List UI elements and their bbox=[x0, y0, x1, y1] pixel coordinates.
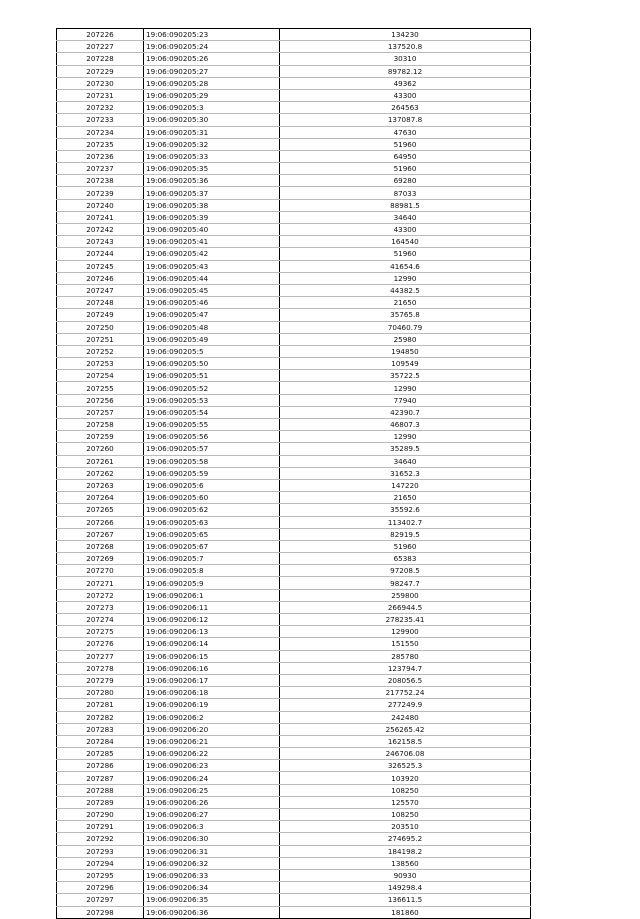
record-id-cell: 207233 bbox=[57, 114, 144, 126]
amount-cell: 34640 bbox=[280, 455, 531, 467]
table-row bbox=[57, 175, 531, 187]
table-row bbox=[57, 358, 531, 370]
record-id-cell: 207247 bbox=[57, 284, 144, 296]
table-row bbox=[57, 333, 531, 345]
table-row bbox=[57, 699, 531, 711]
timestamp-cell: 19:06:090205:9 bbox=[144, 577, 280, 589]
record-id-cell: 207231 bbox=[57, 89, 144, 101]
amount-cell: 149298.4 bbox=[280, 882, 531, 894]
table-row bbox=[57, 784, 531, 796]
timestamp-cell: 19:06:090206:34 bbox=[144, 882, 280, 894]
amount-cell: 35289.5 bbox=[280, 443, 531, 455]
amount-cell: 51960 bbox=[280, 163, 531, 175]
timestamp-cell: 19:06:090206:1 bbox=[144, 589, 280, 601]
timestamp-cell: 19:06:090206:25 bbox=[144, 784, 280, 796]
amount-cell: 90930 bbox=[280, 869, 531, 881]
timestamp-cell: 19:06:090205:54 bbox=[144, 406, 280, 418]
timestamp-cell: 19:06:090205:60 bbox=[144, 492, 280, 504]
timestamp-cell: 19:06:090205:65 bbox=[144, 528, 280, 540]
amount-cell: 125570 bbox=[280, 796, 531, 808]
record-id-cell: 207280 bbox=[57, 687, 144, 699]
table-row bbox=[57, 528, 531, 540]
table-row bbox=[57, 199, 531, 211]
table-row bbox=[57, 431, 531, 443]
records-table-body bbox=[57, 29, 531, 919]
timestamp-cell: 19:06:090206:32 bbox=[144, 857, 280, 869]
record-id-cell: 207287 bbox=[57, 772, 144, 784]
record-id-cell: 207264 bbox=[57, 492, 144, 504]
timestamp-cell: 19:06:090206:19 bbox=[144, 699, 280, 711]
record-id-cell: 207284 bbox=[57, 735, 144, 747]
record-id-cell: 207228 bbox=[57, 53, 144, 65]
record-id-cell: 207289 bbox=[57, 796, 144, 808]
table-row bbox=[57, 650, 531, 662]
amount-cell: 274695.2 bbox=[280, 833, 531, 845]
table-row bbox=[57, 224, 531, 236]
record-id-cell: 207252 bbox=[57, 345, 144, 357]
table-row bbox=[57, 89, 531, 101]
timestamp-cell: 19:06:090205:5 bbox=[144, 345, 280, 357]
record-id-cell: 207255 bbox=[57, 382, 144, 394]
record-id-cell: 207242 bbox=[57, 224, 144, 236]
record-id-cell: 207298 bbox=[57, 906, 144, 918]
table-row bbox=[57, 577, 531, 589]
timestamp-cell: 19:06:090205:59 bbox=[144, 467, 280, 479]
table-row bbox=[57, 455, 531, 467]
table-row bbox=[57, 126, 531, 138]
record-id-cell: 207260 bbox=[57, 443, 144, 455]
record-id-cell: 207292 bbox=[57, 833, 144, 845]
record-id-cell: 207250 bbox=[57, 321, 144, 333]
table-row bbox=[57, 882, 531, 894]
timestamp-cell: 19:06:090205:62 bbox=[144, 504, 280, 516]
record-id-cell: 207290 bbox=[57, 809, 144, 821]
record-id-cell: 207291 bbox=[57, 821, 144, 833]
amount-cell: 51960 bbox=[280, 540, 531, 552]
record-id-cell: 207249 bbox=[57, 309, 144, 321]
table-row bbox=[57, 869, 531, 881]
timestamp-cell: 19:06:090206:16 bbox=[144, 662, 280, 674]
record-id-cell: 207243 bbox=[57, 236, 144, 248]
record-id-cell: 207265 bbox=[57, 504, 144, 516]
record-id-cell: 207278 bbox=[57, 662, 144, 674]
record-id-cell: 207237 bbox=[57, 163, 144, 175]
table-row bbox=[57, 114, 531, 126]
table-row bbox=[57, 821, 531, 833]
timestamp-cell: 19:06:090206:36 bbox=[144, 906, 280, 918]
amount-cell: 21650 bbox=[280, 492, 531, 504]
table-row bbox=[57, 492, 531, 504]
timestamp-cell: 19:06:090205:67 bbox=[144, 540, 280, 552]
table-row bbox=[57, 406, 531, 418]
table-row bbox=[57, 163, 531, 175]
record-id-cell: 207276 bbox=[57, 638, 144, 650]
record-id-cell: 207267 bbox=[57, 528, 144, 540]
record-id-cell: 207256 bbox=[57, 394, 144, 406]
timestamp-cell: 19:06:090205:37 bbox=[144, 187, 280, 199]
amount-cell: 194850 bbox=[280, 345, 531, 357]
table-row bbox=[57, 735, 531, 747]
amount-cell: 203510 bbox=[280, 821, 531, 833]
table-row bbox=[57, 723, 531, 735]
timestamp-cell: 19:06:090206:11 bbox=[144, 601, 280, 613]
record-id-cell: 207277 bbox=[57, 650, 144, 662]
table-row bbox=[57, 674, 531, 686]
table-row bbox=[57, 626, 531, 638]
table-row bbox=[57, 467, 531, 479]
timestamp-cell: 19:06:090205:42 bbox=[144, 248, 280, 260]
table-row bbox=[57, 443, 531, 455]
table-row bbox=[57, 760, 531, 772]
timestamp-cell: 19:06:090205:30 bbox=[144, 114, 280, 126]
amount-cell: 88981.5 bbox=[280, 199, 531, 211]
record-id-cell: 207258 bbox=[57, 419, 144, 431]
timestamp-cell: 19:06:090206:3 bbox=[144, 821, 280, 833]
amount-cell: 113402.7 bbox=[280, 516, 531, 528]
amount-cell: 21650 bbox=[280, 297, 531, 309]
table-row bbox=[57, 748, 531, 760]
timestamp-cell: 19:06:090205:56 bbox=[144, 431, 280, 443]
timestamp-cell: 19:06:090206:27 bbox=[144, 809, 280, 821]
timestamp-cell: 19:06:090206:20 bbox=[144, 723, 280, 735]
record-id-cell: 207293 bbox=[57, 845, 144, 857]
record-id-cell: 207246 bbox=[57, 272, 144, 284]
timestamp-cell: 19:06:090206:30 bbox=[144, 833, 280, 845]
timestamp-cell: 19:06:090205:50 bbox=[144, 358, 280, 370]
timestamp-cell: 19:06:090205:23 bbox=[144, 29, 280, 41]
table-row bbox=[57, 138, 531, 150]
timestamp-cell: 19:06:090206:21 bbox=[144, 735, 280, 747]
amount-cell: 259800 bbox=[280, 589, 531, 601]
record-id-cell: 207232 bbox=[57, 102, 144, 114]
record-id-cell: 207245 bbox=[57, 260, 144, 272]
table-row bbox=[57, 638, 531, 650]
amount-cell: 123794.7 bbox=[280, 662, 531, 674]
timestamp-cell: 19:06:090205:36 bbox=[144, 175, 280, 187]
table-row bbox=[57, 284, 531, 296]
amount-cell: 285780 bbox=[280, 650, 531, 662]
record-id-cell: 207236 bbox=[57, 150, 144, 162]
timestamp-cell: 19:06:090205:44 bbox=[144, 272, 280, 284]
table-row bbox=[57, 565, 531, 577]
record-id-cell: 207241 bbox=[57, 211, 144, 223]
amount-cell: 129900 bbox=[280, 626, 531, 638]
table-row bbox=[57, 796, 531, 808]
records-table bbox=[56, 28, 531, 919]
timestamp-cell: 19:06:090205:46 bbox=[144, 297, 280, 309]
table-row bbox=[57, 479, 531, 491]
amount-cell: 181860 bbox=[280, 906, 531, 918]
timestamp-cell: 19:06:090205:29 bbox=[144, 89, 280, 101]
record-id-cell: 207274 bbox=[57, 614, 144, 626]
table-row bbox=[57, 504, 531, 516]
record-id-cell: 207261 bbox=[57, 455, 144, 467]
amount-cell: 242480 bbox=[280, 711, 531, 723]
table-row bbox=[57, 65, 531, 77]
amount-cell: 70460.79 bbox=[280, 321, 531, 333]
record-id-cell: 207254 bbox=[57, 370, 144, 382]
amount-cell: 77940 bbox=[280, 394, 531, 406]
timestamp-cell: 19:06:090206:2 bbox=[144, 711, 280, 723]
table-row bbox=[57, 321, 531, 333]
timestamp-cell: 19:06:090205:33 bbox=[144, 150, 280, 162]
table-row bbox=[57, 614, 531, 626]
timestamp-cell: 19:06:090205:24 bbox=[144, 41, 280, 53]
record-id-cell: 207270 bbox=[57, 565, 144, 577]
amount-cell: 136611.5 bbox=[280, 894, 531, 906]
timestamp-cell: 19:06:090206:17 bbox=[144, 674, 280, 686]
table-row bbox=[57, 29, 531, 41]
record-id-cell: 207297 bbox=[57, 894, 144, 906]
timestamp-cell: 19:06:090206:12 bbox=[144, 614, 280, 626]
record-id-cell: 207229 bbox=[57, 65, 144, 77]
amount-cell: 264563 bbox=[280, 102, 531, 114]
record-id-cell: 207238 bbox=[57, 175, 144, 187]
table-row bbox=[57, 211, 531, 223]
record-id-cell: 207275 bbox=[57, 626, 144, 638]
timestamp-cell: 19:06:090205:26 bbox=[144, 53, 280, 65]
amount-cell: 43300 bbox=[280, 224, 531, 236]
amount-cell: 277249.9 bbox=[280, 699, 531, 711]
timestamp-cell: 19:06:090205:55 bbox=[144, 419, 280, 431]
amount-cell: 31652.3 bbox=[280, 467, 531, 479]
record-id-cell: 207239 bbox=[57, 187, 144, 199]
amount-cell: 12990 bbox=[280, 431, 531, 443]
amount-cell: 43300 bbox=[280, 89, 531, 101]
record-id-cell: 207279 bbox=[57, 674, 144, 686]
record-id-cell: 207235 bbox=[57, 138, 144, 150]
record-id-cell: 207234 bbox=[57, 126, 144, 138]
timestamp-cell: 19:06:090205:7 bbox=[144, 553, 280, 565]
amount-cell: 64950 bbox=[280, 150, 531, 162]
table-row bbox=[57, 833, 531, 845]
timestamp-cell: 19:06:090205:39 bbox=[144, 211, 280, 223]
table-row bbox=[57, 248, 531, 260]
table-row bbox=[57, 772, 531, 784]
table-row bbox=[57, 297, 531, 309]
amount-cell: 89782.12 bbox=[280, 65, 531, 77]
table-row bbox=[57, 553, 531, 565]
timestamp-cell: 19:06:090205:53 bbox=[144, 394, 280, 406]
timestamp-cell: 19:06:090205:6 bbox=[144, 479, 280, 491]
amount-cell: 51960 bbox=[280, 248, 531, 260]
record-id-cell: 207282 bbox=[57, 711, 144, 723]
amount-cell: 42390.7 bbox=[280, 406, 531, 418]
table-row bbox=[57, 77, 531, 89]
amount-cell: 49362 bbox=[280, 77, 531, 89]
table-row bbox=[57, 187, 531, 199]
amount-cell: 12990 bbox=[280, 382, 531, 394]
amount-cell: 138560 bbox=[280, 857, 531, 869]
amount-cell: 69280 bbox=[280, 175, 531, 187]
amount-cell: 30310 bbox=[280, 53, 531, 65]
timestamp-cell: 19:06:090206:22 bbox=[144, 748, 280, 760]
amount-cell: 217752.24 bbox=[280, 687, 531, 699]
record-id-cell: 207240 bbox=[57, 199, 144, 211]
record-id-cell: 207283 bbox=[57, 723, 144, 735]
amount-cell: 35765.8 bbox=[280, 309, 531, 321]
timestamp-cell: 19:06:090206:31 bbox=[144, 845, 280, 857]
record-id-cell: 207227 bbox=[57, 41, 144, 53]
amount-cell: 44382.5 bbox=[280, 284, 531, 296]
table-row bbox=[57, 394, 531, 406]
table-row bbox=[57, 845, 531, 857]
table-row bbox=[57, 894, 531, 906]
timestamp-cell: 19:06:090205:45 bbox=[144, 284, 280, 296]
timestamp-cell: 19:06:090206:14 bbox=[144, 638, 280, 650]
table-row bbox=[57, 345, 531, 357]
amount-cell: 137087.8 bbox=[280, 114, 531, 126]
record-id-cell: 207266 bbox=[57, 516, 144, 528]
record-id-cell: 207251 bbox=[57, 333, 144, 345]
amount-cell: 208056.5 bbox=[280, 674, 531, 686]
amount-cell: 137520.8 bbox=[280, 41, 531, 53]
timestamp-cell: 19:06:090205:57 bbox=[144, 443, 280, 455]
amount-cell: 246706.08 bbox=[280, 748, 531, 760]
table-row bbox=[57, 711, 531, 723]
timestamp-cell: 19:06:090205:8 bbox=[144, 565, 280, 577]
timestamp-cell: 19:06:090205:51 bbox=[144, 370, 280, 382]
amount-cell: 326525.3 bbox=[280, 760, 531, 772]
timestamp-cell: 19:06:090205:38 bbox=[144, 199, 280, 211]
timestamp-cell: 19:06:090205:52 bbox=[144, 382, 280, 394]
timestamp-cell: 19:06:090205:49 bbox=[144, 333, 280, 345]
table-row bbox=[57, 41, 531, 53]
timestamp-cell: 19:06:090206:13 bbox=[144, 626, 280, 638]
timestamp-cell: 19:06:090205:27 bbox=[144, 65, 280, 77]
table-row bbox=[57, 102, 531, 114]
timestamp-cell: 19:06:090206:15 bbox=[144, 650, 280, 662]
table-row bbox=[57, 419, 531, 431]
timestamp-cell: 19:06:090205:3 bbox=[144, 102, 280, 114]
table-row bbox=[57, 272, 531, 284]
amount-cell: 184198.2 bbox=[280, 845, 531, 857]
timestamp-cell: 19:06:090206:24 bbox=[144, 772, 280, 784]
amount-cell: 103920 bbox=[280, 772, 531, 784]
record-id-cell: 207226 bbox=[57, 29, 144, 41]
amount-cell: 134230 bbox=[280, 29, 531, 41]
record-id-cell: 207257 bbox=[57, 406, 144, 418]
record-id-cell: 207248 bbox=[57, 297, 144, 309]
table-row bbox=[57, 662, 531, 674]
amount-cell: 82919.5 bbox=[280, 528, 531, 540]
record-id-cell: 207281 bbox=[57, 699, 144, 711]
record-id-cell: 207244 bbox=[57, 248, 144, 260]
timestamp-cell: 19:06:090205:28 bbox=[144, 77, 280, 89]
timestamp-cell: 19:06:090205:58 bbox=[144, 455, 280, 467]
table-row bbox=[57, 370, 531, 382]
record-id-cell: 207230 bbox=[57, 77, 144, 89]
record-id-cell: 207286 bbox=[57, 760, 144, 772]
timestamp-cell: 19:06:090205:32 bbox=[144, 138, 280, 150]
record-id-cell: 207272 bbox=[57, 589, 144, 601]
amount-cell: 51960 bbox=[280, 138, 531, 150]
amount-cell: 266944.5 bbox=[280, 601, 531, 613]
table-row bbox=[57, 601, 531, 613]
amount-cell: 65383 bbox=[280, 553, 531, 565]
table-row bbox=[57, 53, 531, 65]
amount-cell: 35722.5 bbox=[280, 370, 531, 382]
table-row bbox=[57, 687, 531, 699]
timestamp-cell: 19:06:090205:48 bbox=[144, 321, 280, 333]
record-id-cell: 207262 bbox=[57, 467, 144, 479]
record-id-cell: 207268 bbox=[57, 540, 144, 552]
record-id-cell: 207285 bbox=[57, 748, 144, 760]
table-row bbox=[57, 589, 531, 601]
amount-cell: 34640 bbox=[280, 211, 531, 223]
timestamp-cell: 19:06:090206:35 bbox=[144, 894, 280, 906]
amount-cell: 46807.3 bbox=[280, 419, 531, 431]
record-id-cell: 207295 bbox=[57, 869, 144, 881]
amount-cell: 147220 bbox=[280, 479, 531, 491]
amount-cell: 108250 bbox=[280, 809, 531, 821]
amount-cell: 98247.7 bbox=[280, 577, 531, 589]
amount-cell: 25980 bbox=[280, 333, 531, 345]
amount-cell: 47630 bbox=[280, 126, 531, 138]
amount-cell: 35592.6 bbox=[280, 504, 531, 516]
record-id-cell: 207271 bbox=[57, 577, 144, 589]
table-row bbox=[57, 150, 531, 162]
record-id-cell: 207288 bbox=[57, 784, 144, 796]
table-row bbox=[57, 236, 531, 248]
table-row bbox=[57, 260, 531, 272]
table-row bbox=[57, 809, 531, 821]
amount-cell: 108250 bbox=[280, 784, 531, 796]
amount-cell: 97208.5 bbox=[280, 565, 531, 577]
record-id-cell: 207259 bbox=[57, 431, 144, 443]
table-row bbox=[57, 857, 531, 869]
table-row bbox=[57, 540, 531, 552]
table-row bbox=[57, 382, 531, 394]
record-id-cell: 207294 bbox=[57, 857, 144, 869]
amount-cell: 109549 bbox=[280, 358, 531, 370]
amount-cell: 278235.41 bbox=[280, 614, 531, 626]
amount-cell: 12990 bbox=[280, 272, 531, 284]
amount-cell: 162158.5 bbox=[280, 735, 531, 747]
timestamp-cell: 19:06:090205:35 bbox=[144, 163, 280, 175]
amount-cell: 87033 bbox=[280, 187, 531, 199]
table-row bbox=[57, 516, 531, 528]
amount-cell: 151550 bbox=[280, 638, 531, 650]
timestamp-cell: 19:06:090206:18 bbox=[144, 687, 280, 699]
timestamp-cell: 19:06:090206:33 bbox=[144, 869, 280, 881]
timestamp-cell: 19:06:090206:26 bbox=[144, 796, 280, 808]
timestamp-cell: 19:06:090205:43 bbox=[144, 260, 280, 272]
record-id-cell: 207273 bbox=[57, 601, 144, 613]
timestamp-cell: 19:06:090205:63 bbox=[144, 516, 280, 528]
amount-cell: 256265.42 bbox=[280, 723, 531, 735]
timestamp-cell: 19:06:090205:41 bbox=[144, 236, 280, 248]
timestamp-cell: 19:06:090205:31 bbox=[144, 126, 280, 138]
amount-cell: 41654.6 bbox=[280, 260, 531, 272]
record-id-cell: 207269 bbox=[57, 553, 144, 565]
record-id-cell: 207296 bbox=[57, 882, 144, 894]
table-row bbox=[57, 309, 531, 321]
amount-cell: 164540 bbox=[280, 236, 531, 248]
timestamp-cell: 19:06:090205:40 bbox=[144, 224, 280, 236]
table-row bbox=[57, 906, 531, 918]
timestamp-cell: 19:06:090205:47 bbox=[144, 309, 280, 321]
timestamp-cell: 19:06:090206:23 bbox=[144, 760, 280, 772]
record-id-cell: 207263 bbox=[57, 479, 144, 491]
record-id-cell: 207253 bbox=[57, 358, 144, 370]
